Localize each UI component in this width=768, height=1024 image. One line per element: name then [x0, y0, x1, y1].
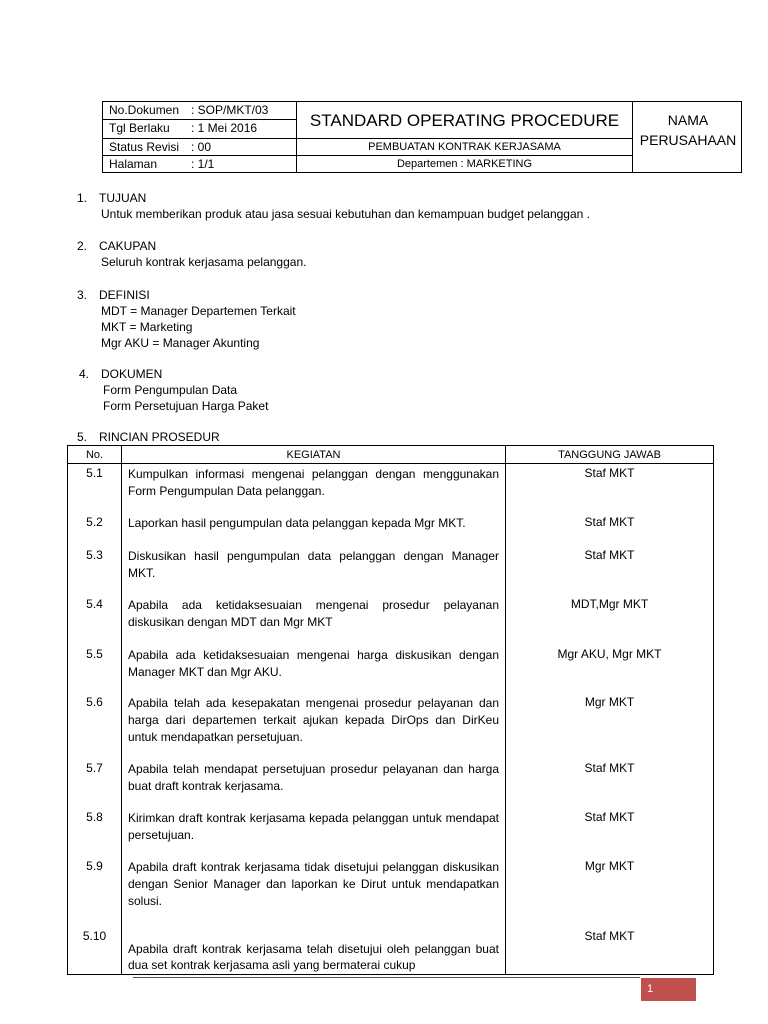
- section-heading: 4. DOKUMEN: [79, 367, 163, 381]
- department-label: Departemen : MARKETING: [396, 158, 533, 170]
- row-number: 5.8: [68, 808, 122, 857]
- row-activity: Apabila draft kontrak kerjasama telah disetujui oleh pelanggan buat dua set kontrak kerjasama asli yang bermaterai cukup: [122, 923, 506, 975]
- document-line: Form Persetujuan Harga Paket: [103, 399, 269, 413]
- row-activity: Apabila telah mendapat persetujuan prosedur pelayanan dan harga buat draft kontrak kerjasama.: [122, 759, 506, 808]
- section-heading: 2. CAKUPAN: [77, 239, 157, 253]
- definition-line: MKT = Marketing: [101, 320, 193, 334]
- section-tujuan: [77, 190, 590, 222]
- row-number: 5.1: [68, 464, 122, 513]
- page-number-badge: 1: [641, 978, 696, 1001]
- revision-row: [103, 139, 296, 156]
- table-row: [68, 513, 714, 546]
- row-number: 5.6: [68, 693, 122, 759]
- table-row: [68, 923, 714, 975]
- definition-line: Mgr AKU = Manager Akunting: [101, 336, 260, 350]
- revision-label: Status Revisi: [109, 140, 180, 154]
- row-number: 5.9: [68, 857, 122, 923]
- row-activity: Kumpulkan informasi mengenai pelanggan dengan menggunakan Form Pengumpulan Data pelanggan.: [122, 464, 506, 513]
- company-name-line1: NAMA: [667, 112, 709, 128]
- row-responsible: Staf MKT: [506, 464, 714, 513]
- section-heading: 3. DEFINISI: [77, 288, 150, 302]
- col-header-no: No.: [68, 446, 122, 464]
- table-row: [68, 546, 714, 595]
- row-responsible: Staf MKT: [506, 923, 714, 975]
- effective-date-value: : 1 Mei 2016: [191, 121, 258, 135]
- row-activity: Kirimkan draft kontrak kerjasama kepada pelanggan untuk mendapat persetujuan.: [122, 808, 506, 857]
- row-responsible: Staf MKT: [506, 759, 714, 808]
- table-header-row: [68, 446, 714, 464]
- table-row: [68, 808, 714, 857]
- sop-title: STANDARD OPERATING PROCEDURE: [297, 102, 632, 139]
- row-activity: Diskusikan hasil pengumpulan data pelanggan dengan Manager MKT.: [122, 546, 506, 595]
- section-heading: 1. TUJUAN: [77, 191, 147, 205]
- effective-date-label: Tgl Berlaku: [109, 121, 170, 135]
- definition-line: MDT = Manager Departemen Terkait: [101, 304, 296, 318]
- section-cakupan: [77, 238, 306, 270]
- row-responsible: Staf MKT: [506, 546, 714, 595]
- section-heading: 5. RINCIAN PROSEDUR: [77, 430, 220, 444]
- row-responsible: Staf MKT: [506, 808, 714, 857]
- col-header-activity: KEGIATAN: [122, 446, 506, 464]
- document-line: Form Pengumpulan Data: [103, 383, 238, 397]
- section-dokumen: [79, 366, 268, 414]
- row-responsible: Staf MKT: [506, 513, 714, 546]
- row-number: 5.7: [68, 759, 122, 808]
- effective-date-row: [103, 120, 296, 139]
- row-activity: Apabila ada ketidaksesuaian mengenai harga diskusikan dengan Manager MKT dan Mgr AKU.: [122, 645, 506, 693]
- page-row: [103, 156, 296, 172]
- section-rincian: [77, 429, 220, 445]
- section-body: Untuk memberikan produk atau jasa sesuai kebutuhan dan kemampuan budget pelanggan .: [101, 207, 590, 221]
- table-row: [68, 645, 714, 693]
- table-row: [68, 464, 714, 513]
- footer-rule: [133, 977, 640, 978]
- section-body: Seluruh kontrak kerjasama pelanggan.: [101, 255, 307, 269]
- table-row: [68, 857, 714, 923]
- row-responsible: Mgr AKU, Mgr MKT: [506, 645, 714, 693]
- doc-number-label: No.Dokumen: [109, 103, 180, 117]
- col-header-responsible: TANGGUNG JAWAB: [506, 446, 714, 464]
- table-row: [68, 693, 714, 759]
- row-number: 5.2: [68, 513, 122, 546]
- page-value: : 1/1: [191, 157, 215, 171]
- row-activity: Laporkan hasil pengumpulan data pelanggan kepada Mgr MKT.: [122, 513, 506, 546]
- row-responsible: MDT,Mgr MKT: [506, 595, 714, 645]
- row-number: 5.3: [68, 546, 122, 595]
- table-row: [68, 759, 714, 808]
- table-row: [68, 595, 714, 645]
- row-activity: Apabila telah ada kesepakatan mengenai prosedur pelayanan dan harga dari departemen terkait ajukan kepada DirOps dan DirKeu untuk mendapatkan persetujuan.: [122, 693, 506, 759]
- company-name: [633, 102, 743, 172]
- revision-value: : 00: [191, 140, 212, 154]
- sop-subtitle: PEMBUATAN KONTRAK KERJASAMA: [297, 139, 632, 156]
- section-definisi: [77, 287, 296, 351]
- row-activity: Apabila ada ketidaksesuaian mengenai prosedur pelayanan diskusikan dengan MDT dan Mgr MKT: [122, 595, 506, 645]
- doc-number-row: [103, 102, 296, 120]
- row-responsible: Mgr MKT: [506, 857, 714, 923]
- company-name-line2: PERUSAHAAN: [639, 132, 737, 148]
- row-activity: Apabila draft kontrak kerjasama tidak disetujui pelanggan diskusikan dengan Senior Manager dan laporkan ke Dirut untuk mendapatkan solusi.: [122, 857, 506, 923]
- row-number: 5.5: [68, 645, 122, 693]
- page-label: Halaman: [109, 157, 158, 171]
- row-responsible: Mgr MKT: [506, 693, 714, 759]
- procedure-table: [67, 445, 714, 975]
- row-number: 5.10: [68, 923, 122, 975]
- doc-number-value: : SOP/MKT/03: [191, 103, 269, 117]
- sop-header: [102, 101, 742, 173]
- row-number: 5.4: [68, 595, 122, 645]
